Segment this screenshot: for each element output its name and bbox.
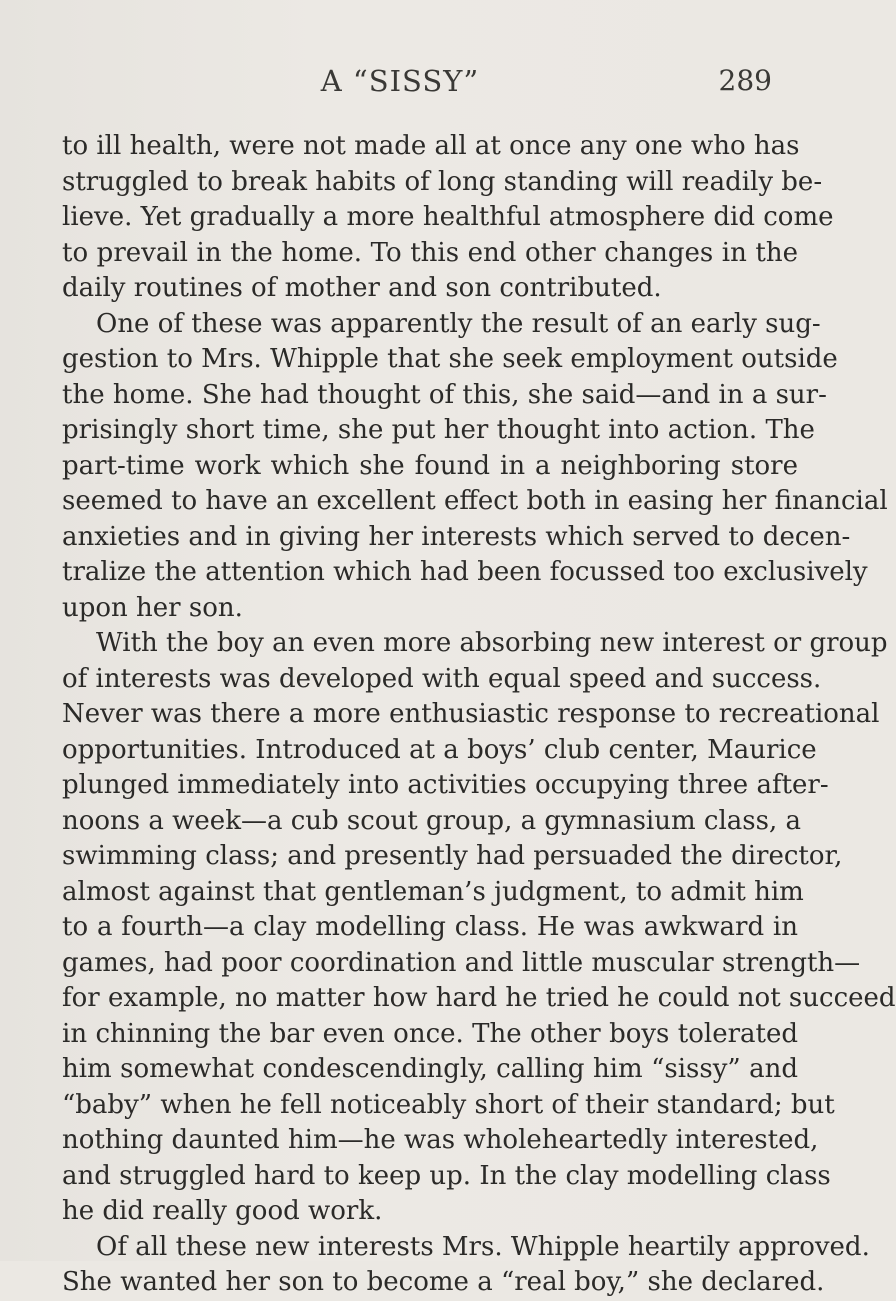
text-line: him somewhat condescendingly, calling him “sissy” and: [62, 1054, 798, 1084]
text-line: he did really good work.: [62, 1196, 383, 1226]
text-line: Never was there a more enthusiastic response to recreational: [62, 699, 880, 729]
text-line: part-time work which she found in a neighboring store: [62, 450, 798, 481]
text-line: of interests was developed with equal speed and success.: [62, 663, 822, 694]
text-line: upon her son.: [62, 592, 243, 623]
text-line: Of all these new interests Mrs. Whipple heartily approved.: [96, 1231, 870, 1262]
text-line: tralize the attention which had been focussed too exclusively: [62, 557, 868, 587]
text-line: plunged immediately into activities occupying three after-: [62, 770, 829, 800]
text-line: She wanted her son to become a “real boy,” she declared.: [62, 1267, 825, 1297]
text-line: opportunities. Introduced at a boys’ club center, Maurice: [62, 734, 817, 765]
text-line: nothing daunted him—he was wholeheartedly interested,: [62, 1125, 819, 1155]
page-header: [0, 64, 800, 104]
text-line: noons a week—a cub scout group, a gymnasium class, a: [62, 805, 802, 836]
text-line: “baby” when he fell noticeably short of their standard; but: [62, 1089, 835, 1120]
body-text: [62, 129, 896, 1301]
text-line: struggled to break habits of long standing will readily be-: [62, 166, 823, 197]
text-line: With the boy an even more absorbing new interest or group: [96, 628, 888, 658]
text-line: One of these was apparently the result of an early sug-: [96, 308, 821, 339]
text-line: in chinning the bar even once. The other boys tolerated: [62, 1018, 798, 1049]
text-line: to prevail in the home. To this end other changes in the: [62, 237, 798, 268]
text-line: for example, no matter how hard he tried he could not succeed: [62, 983, 896, 1013]
text-line: to a fourth—a clay modelling class. He was awkward in: [62, 912, 798, 942]
text-line: seemed to have an excellent effect both in easing her financial: [62, 486, 888, 516]
text-line: swimming class; and presently had persuaded the director,: [62, 841, 843, 871]
text-line: games, had poor coordination and little muscular strength—: [62, 947, 861, 978]
text-line: the home. She had thought of this, she said—and in a sur-: [62, 379, 827, 410]
running-title: A “SISSY”: [320, 64, 480, 98]
text-line: and struggled hard to keep up. In the clay modelling class: [62, 1160, 831, 1191]
text-line: anxieties and in giving her interests which served to decen-: [62, 521, 851, 552]
text-line: daily routines of mother and son contributed.: [62, 273, 662, 303]
page-number: 289: [718, 64, 772, 97]
text-line: prisingly short time, she put her thought into action. The: [62, 415, 815, 445]
text-line: almost against that gentleman’s judgment, to admit him: [62, 876, 804, 907]
text-line: to ill health, were not made all at once any one who has: [62, 131, 800, 161]
text-line: lieve. Yet gradually a more healthful atmosphere did come: [62, 202, 834, 232]
text-line: gestion to Mrs. Whipple that she seek employment outside: [62, 344, 838, 374]
